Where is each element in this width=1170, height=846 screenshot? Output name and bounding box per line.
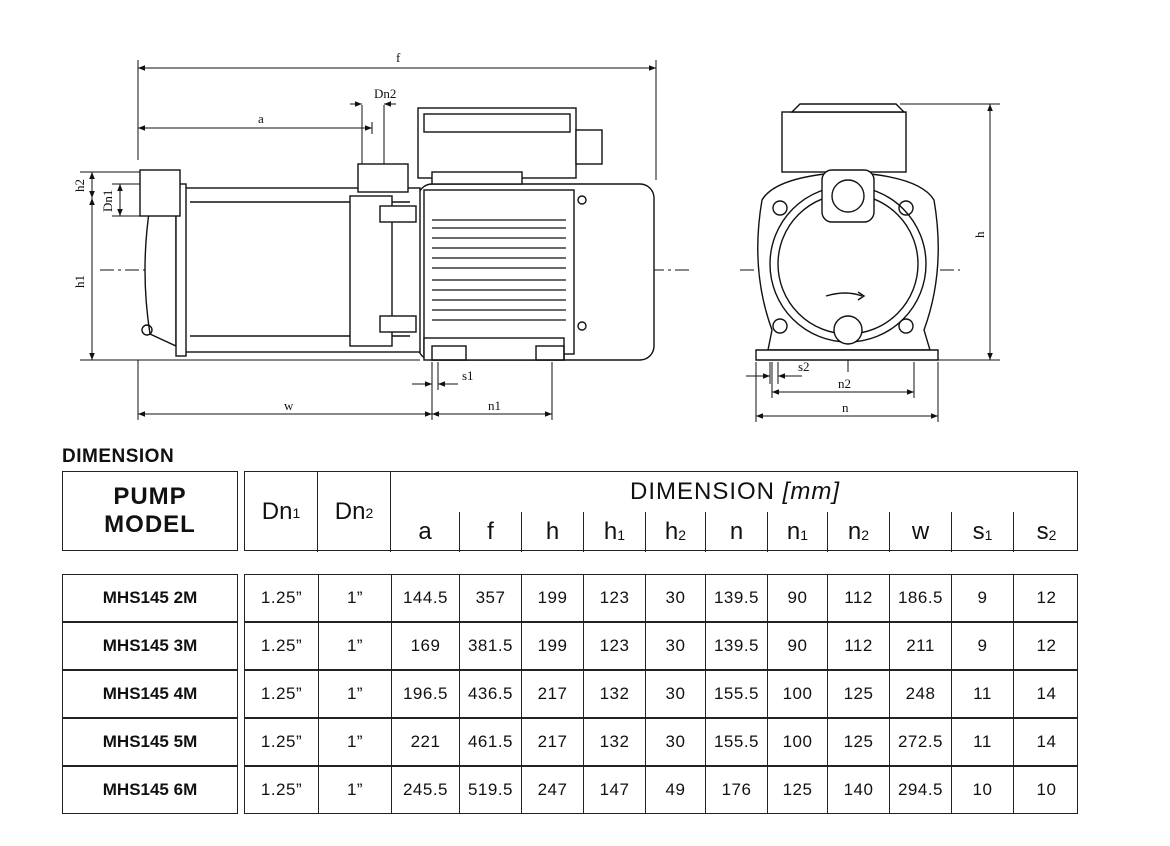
table-header bbox=[62, 471, 1078, 551]
value-cell: 125 bbox=[827, 671, 889, 717]
value-cell: 100 bbox=[767, 671, 827, 717]
value-cell: 1.25” bbox=[260, 684, 303, 703]
dimension-subheaders bbox=[391, 472, 1079, 552]
value-cell: 1” bbox=[318, 623, 391, 669]
dim-label-s2: s2 bbox=[798, 359, 810, 374]
dim-label-h1: h1 bbox=[72, 275, 87, 288]
value-cell: 125 bbox=[767, 767, 827, 813]
value-cell: 10 bbox=[1013, 767, 1079, 813]
value-cell: 199 bbox=[521, 575, 583, 621]
value-cell: 30 bbox=[645, 623, 705, 669]
value-cell: 169 bbox=[391, 623, 459, 669]
dn2-header: Dn $_2$ bbox=[318, 472, 391, 552]
section-title: DIMENSION bbox=[62, 446, 175, 467]
col-header-s1: $s_1$ bbox=[951, 512, 1013, 552]
col-header-h1: $h_1$ bbox=[583, 512, 645, 552]
values-box bbox=[244, 670, 1078, 718]
value-cell: 14 bbox=[1013, 719, 1079, 765]
values-box bbox=[244, 622, 1078, 670]
col-header-n2: $n_2$ bbox=[827, 512, 889, 552]
value-cell: 1.25” bbox=[260, 732, 303, 751]
value-cell: 123 bbox=[583, 623, 645, 669]
col-header-n: n bbox=[705, 512, 767, 552]
value-cell: 144.5 bbox=[391, 575, 459, 621]
col-header-f: f bbox=[459, 512, 521, 552]
dim-label-dn2: Dn2 bbox=[374, 86, 397, 101]
dim-label-n2: n2 bbox=[838, 376, 851, 391]
values-box bbox=[244, 718, 1078, 766]
value-cell: 245.5 bbox=[391, 767, 459, 813]
dim-label-w: w bbox=[284, 398, 294, 413]
value-cell: 11 bbox=[951, 671, 1013, 717]
value-cell: 9 bbox=[951, 623, 1013, 669]
dim-label-s1: s1 bbox=[462, 368, 474, 383]
dimension-title: DIMENSION [mm] bbox=[629, 478, 840, 505]
value-cell: 1.25” bbox=[260, 636, 303, 655]
value-cell: 221 bbox=[391, 719, 459, 765]
table-row bbox=[62, 670, 1078, 718]
value-cell: 123 bbox=[583, 575, 645, 621]
value-cell: 30 bbox=[645, 575, 705, 621]
value-cell: 100 bbox=[767, 719, 827, 765]
model-cell: MHS145 3M bbox=[62, 622, 238, 670]
value-cell: 199 bbox=[521, 623, 583, 669]
model-cell: MHS145 5M bbox=[62, 718, 238, 766]
value-cell: 519.5 bbox=[459, 767, 521, 813]
col-header-w: w bbox=[889, 512, 951, 552]
value-cell: 1” bbox=[318, 671, 391, 717]
dimension-header-box bbox=[244, 471, 1078, 551]
value-cell: 140 bbox=[827, 767, 889, 813]
value-cell: 90 bbox=[767, 575, 827, 621]
value-cell: 112 bbox=[827, 575, 889, 621]
value-cell: 1.25” bbox=[260, 780, 303, 799]
value-cell: 1” bbox=[318, 719, 391, 765]
value-cell: 125 bbox=[827, 719, 889, 765]
value-cell: 357 bbox=[459, 575, 521, 621]
value-cell: 9 bbox=[951, 575, 1013, 621]
value-cell: 90 bbox=[767, 623, 827, 669]
value-cell: 196.5 bbox=[391, 671, 459, 717]
dim-label-dn1: Dn1 bbox=[100, 189, 115, 212]
dim-label-n1: n1 bbox=[488, 398, 501, 413]
side-view bbox=[100, 105, 690, 360]
value-cell: 12 bbox=[1013, 623, 1079, 669]
value-cell: 294.5 bbox=[889, 767, 951, 813]
table-row bbox=[62, 766, 1078, 814]
values-box bbox=[244, 574, 1078, 622]
front-view bbox=[740, 104, 960, 372]
value-cell: 176 bbox=[705, 767, 767, 813]
value-cell: 132 bbox=[583, 719, 645, 765]
dn1-header: Dn $_1$ bbox=[245, 472, 318, 552]
value-cell: 30 bbox=[645, 671, 705, 717]
col-header-h2: $h_2$ bbox=[645, 512, 705, 552]
dim-label-f: f bbox=[396, 50, 401, 65]
value-cell: 132 bbox=[583, 671, 645, 717]
value-cell: 139.5 bbox=[705, 575, 767, 621]
values-box bbox=[244, 766, 1078, 814]
value-cell: 1” bbox=[318, 575, 391, 621]
col-header-n1: $n_1$ bbox=[767, 512, 827, 552]
dim-label-a: a bbox=[258, 111, 264, 126]
col-header-s2: $s_2$ bbox=[1013, 512, 1079, 552]
table-row bbox=[62, 718, 1078, 766]
value-cell: 272.5 bbox=[889, 719, 951, 765]
value-cell: 247 bbox=[521, 767, 583, 813]
col-header-a: a bbox=[418, 518, 432, 545]
value-cell: 11 bbox=[951, 719, 1013, 765]
value-cell: 49 bbox=[645, 767, 705, 813]
table-row bbox=[62, 574, 1078, 622]
table-row bbox=[62, 622, 1078, 670]
value-cell: 30 bbox=[645, 719, 705, 765]
value-cell: 1.25” bbox=[260, 588, 303, 607]
dim-label-h: h bbox=[972, 231, 987, 238]
dim-label-n: n bbox=[842, 400, 849, 415]
value-cell: 436.5 bbox=[459, 671, 521, 717]
value-cell: 12 bbox=[1013, 575, 1079, 621]
value-cell: 248 bbox=[889, 671, 951, 717]
value-cell: 155.5 bbox=[705, 719, 767, 765]
value-cell: 155.5 bbox=[705, 671, 767, 717]
value-cell: 147 bbox=[583, 767, 645, 813]
dim-label-h2: h2 bbox=[72, 179, 87, 192]
pump-model-header bbox=[62, 471, 238, 551]
pump-model-line1: PUMP bbox=[113, 483, 187, 510]
col-header-h: h bbox=[521, 512, 583, 552]
value-cell: 139.5 bbox=[705, 623, 767, 669]
value-cell: 211 bbox=[889, 623, 951, 669]
value-cell: 217 bbox=[521, 719, 583, 765]
value-cell: 186.5 bbox=[889, 575, 951, 621]
model-cell: MHS145 4M bbox=[62, 670, 238, 718]
value-cell: 10 bbox=[951, 767, 1013, 813]
pump-model-line2: MODEL bbox=[104, 511, 196, 538]
value-cell: 1” bbox=[318, 767, 391, 813]
value-cell: 461.5 bbox=[459, 719, 521, 765]
value-cell: 217 bbox=[521, 671, 583, 717]
value-cell: 381.5 bbox=[459, 623, 521, 669]
model-cell: MHS145 2M bbox=[62, 574, 238, 622]
value-cell: 112 bbox=[827, 623, 889, 669]
value-cell: 14 bbox=[1013, 671, 1079, 717]
model-cell: MHS145 6M bbox=[62, 766, 238, 814]
